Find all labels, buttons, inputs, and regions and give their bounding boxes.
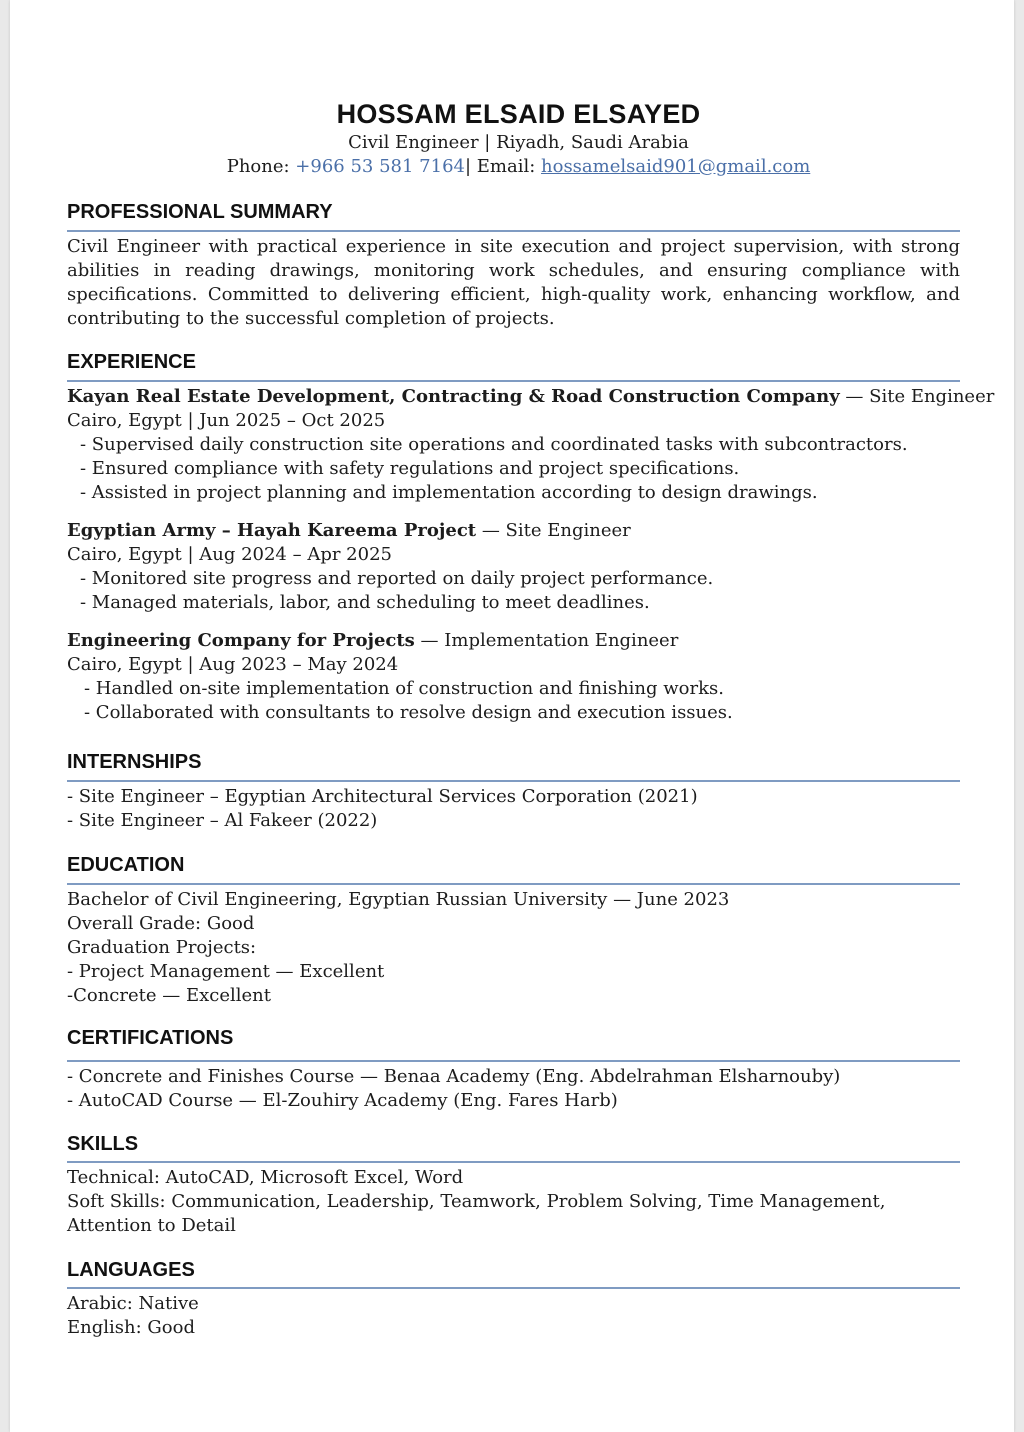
summary-title: PROFESSIONAL SUMMARY — [67, 199, 960, 232]
job-entry — [67, 629, 960, 725]
languages-title: LANGUAGES — [67, 1257, 960, 1289]
phone-link[interactable]: +966 53 581 7164 — [295, 156, 465, 177]
job-bullet: - Collaborated with consultants to resolve design and execution issues. — [84, 702, 733, 723]
certifications-section — [67, 1025, 960, 1113]
email-label: | Email: — [464, 156, 542, 177]
phone-label: Phone: — [226, 156, 296, 177]
internship-item: - Site Engineer – Egyptian Architectural Services Corporation (2021) — [67, 786, 698, 807]
internship-item: - Site Engineer – Al Fakeer (2022) — [67, 810, 378, 831]
job-heading — [67, 519, 960, 543]
job-heading — [67, 629, 960, 653]
experience-title: EXPERIENCE — [67, 349, 960, 382]
languages-section — [67, 1257, 960, 1340]
skills-title: SKILLS — [67, 1131, 960, 1163]
job-bullet: - Managed materials, labor, and scheduling to meet deadlines. — [80, 592, 650, 613]
resume-page — [10, 0, 1014, 1432]
resume-header — [67, 97, 970, 179]
internships-title: INTERNSHIPS — [67, 749, 960, 782]
job-role: — Site Engineer — [476, 520, 631, 541]
job-bullet: - Handled on-site implementation of construction and finishing works. — [84, 678, 724, 699]
job-entry — [67, 385, 995, 505]
job-meta: Cairo, Egypt | Aug 2024 – Apr 2025 — [67, 544, 392, 565]
job-meta: Cairo, Egypt | Aug 2023 – May 2024 — [67, 654, 399, 675]
education-title: EDUCATION — [67, 852, 960, 885]
contact-line — [67, 155, 970, 179]
education-line: Graduation Projects: — [67, 937, 257, 958]
skills-technical: Technical: AutoCAD, Microsoft Excel, Word — [67, 1167, 464, 1188]
job-meta: Cairo, Egypt | Jun 2025 – Oct 2025 — [67, 410, 386, 431]
job-company: Kayan Real Estate Development, Contracting & Road Construction Company — [67, 386, 840, 407]
summary-section — [67, 199, 960, 331]
job-bullet: - Monitored site progress and reported on daily project performance. — [80, 568, 714, 589]
education-line: Overall Grade: Good — [67, 913, 255, 934]
job-role: — Site Engineer — [839, 386, 995, 407]
job-bullet: - Ensured compliance with safety regulations and project specifications. — [80, 458, 740, 479]
education-line: -Concrete — Excellent — [67, 985, 271, 1006]
job-bullet: - Assisted in project planning and implementation according to design drawings. — [80, 482, 818, 503]
job-heading — [67, 385, 995, 409]
job-entry — [67, 519, 960, 615]
job-company: Egyptian Army – Hayah Kareema Project — [67, 520, 477, 541]
certification-item: - AutoCAD Course — El-Zouhiry Academy (Eng. Fares Harb) — [67, 1090, 618, 1111]
internships-section — [67, 749, 960, 833]
certification-item: - Concrete and Finishes Course — Benaa Academy (Eng. Abdelrahman Elsharnouby) — [67, 1066, 841, 1087]
summary-text: Civil Engineer with practical experience in site execution and project supervision, with strong abilities in reading drawings, monitoring work schedules, and ensuring compliance with specifications. Committed to delivering efficient, high-quality work, enhancing workflow, and contributing to the successful completion of projects. — [67, 236, 960, 329]
education-line: - Project Management — Excellent — [67, 961, 385, 982]
skills-soft: Soft Skills: Communication, Leadership, Teamwork, Problem Solving, Time Management, Attention to Detail — [67, 1191, 886, 1236]
skills-section — [67, 1131, 960, 1238]
email-link[interactable]: hossamelsaid901@gmail.com — [541, 156, 811, 177]
candidate-tagline: Civil Engineer | Riyadh, Saudi Arabia — [348, 132, 689, 153]
job-bullet: - Supervised daily construction site operations and coordinated tasks with subcontractors. — [80, 434, 908, 455]
experience-section — [67, 349, 995, 739]
job-role: — Implementation Engineer — [414, 630, 679, 651]
education-section — [67, 852, 960, 1008]
certifications-title: CERTIFICATIONS — [67, 1025, 960, 1062]
job-company: Engineering Company for Projects — [67, 630, 415, 651]
candidate-name: HOSSAM ELSAID ELSAYED — [336, 99, 701, 129]
language-item: English: Good — [67, 1317, 195, 1338]
language-item: Arabic: Native — [67, 1293, 199, 1314]
education-line: Bachelor of Civil Engineering, Egyptian Russian University — June 2023 — [67, 889, 730, 910]
